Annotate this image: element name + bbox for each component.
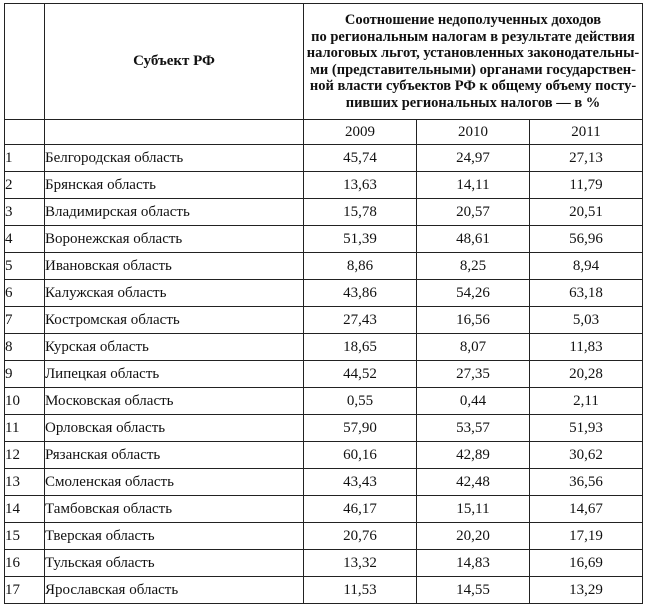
row-number: 17 — [5, 577, 45, 604]
value-2009: 43,43 — [304, 469, 417, 496]
value-2009: 43,86 — [304, 280, 417, 307]
table-body — [5, 145, 643, 604]
value-2009: 13,32 — [304, 550, 417, 577]
table-row — [5, 577, 643, 604]
value-2011: 63,18 — [530, 280, 643, 307]
value-2009: 13,63 — [304, 172, 417, 199]
header-description-line: по региональным налогам в результате действия — [311, 28, 635, 45]
value-2011: 20,28 — [530, 361, 643, 388]
table-row — [5, 253, 643, 280]
value-2011: 11,79 — [530, 172, 643, 199]
region-name: Орловская область — [45, 415, 304, 442]
value-2010: 15,11 — [417, 496, 530, 523]
value-2009: 8,86 — [304, 253, 417, 280]
value-2010: 14,83 — [417, 550, 530, 577]
row-number: 9 — [5, 361, 45, 388]
table-row — [5, 226, 643, 253]
value-2011: 14,67 — [530, 496, 643, 523]
region-name: Тульская область — [45, 550, 304, 577]
row-number: 1 — [5, 145, 45, 172]
row-number: 13 — [5, 469, 45, 496]
value-2009: 57,90 — [304, 415, 417, 442]
header-description-line: ной власти субъектов РФ к общему объему посту- — [309, 78, 637, 94]
table-header-row — [5, 4, 643, 120]
value-2009: 0,55 — [304, 388, 417, 415]
region-name: Костромская область — [45, 307, 304, 334]
region-name: Московская область — [45, 388, 304, 415]
region-name: Липецкая область — [45, 361, 304, 388]
value-2010: 54,26 — [417, 280, 530, 307]
value-2011: 16,69 — [530, 550, 643, 577]
row-number: 16 — [5, 550, 45, 577]
row-number: 5 — [5, 253, 45, 280]
region-name: Воронежская область — [45, 226, 304, 253]
value-2010: 20,57 — [417, 199, 530, 226]
value-2011: 56,96 — [530, 226, 643, 253]
header-description-line: пивших региональных налогов — в % — [345, 94, 601, 111]
table-row — [5, 280, 643, 307]
value-2011: 2,11 — [530, 388, 643, 415]
row-number: 4 — [5, 226, 45, 253]
table-row — [5, 388, 643, 415]
value-2010: 27,35 — [417, 361, 530, 388]
value-2009: 51,39 — [304, 226, 417, 253]
header-subject: Субъект РФ — [45, 4, 304, 120]
table-row — [5, 145, 643, 172]
year-2010-header: 2010 — [417, 120, 530, 145]
table-row — [5, 199, 643, 226]
row-number: 11 — [5, 415, 45, 442]
value-2010: 16,56 — [417, 307, 530, 334]
table-row — [5, 361, 643, 388]
row-number: 6 — [5, 280, 45, 307]
table-row — [5, 442, 643, 469]
table-row — [5, 523, 643, 550]
row-number: 2 — [5, 172, 45, 199]
value-2009: 46,17 — [304, 496, 417, 523]
table-year-row — [5, 120, 643, 145]
region-name: Ярославская область — [45, 577, 304, 604]
table-row — [5, 415, 643, 442]
table-row — [5, 550, 643, 577]
value-2011: 30,62 — [530, 442, 643, 469]
value-2009: 20,76 — [304, 523, 417, 550]
table-row — [5, 496, 643, 523]
row-number: 10 — [5, 388, 45, 415]
value-2009: 18,65 — [304, 334, 417, 361]
region-name: Смоленская область — [45, 469, 304, 496]
value-2010: 42,89 — [417, 442, 530, 469]
value-2010: 20,20 — [417, 523, 530, 550]
region-name: Тверская область — [45, 523, 304, 550]
value-2010: 8,07 — [417, 334, 530, 361]
year-2011-header: 2011 — [530, 120, 643, 145]
value-2010: 53,57 — [417, 415, 530, 442]
tax-benefits-table — [4, 3, 643, 604]
row-number: 3 — [5, 199, 45, 226]
header-description-line: Соотношение недополученных доходов — [344, 12, 602, 28]
row-number: 8 — [5, 334, 45, 361]
row-number: 12 — [5, 442, 45, 469]
value-2011: 11,83 — [530, 334, 643, 361]
region-name: Владимирская область — [45, 199, 304, 226]
value-2011: 8,94 — [530, 253, 643, 280]
region-name: Курская область — [45, 334, 304, 361]
year-row-subject-cell — [45, 120, 304, 145]
row-number: 7 — [5, 307, 45, 334]
header-number-cell — [5, 4, 45, 120]
region-name: Тамбовская область — [45, 496, 304, 523]
region-name: Белгородская область — [45, 145, 304, 172]
value-2010: 24,97 — [417, 145, 530, 172]
value-2009: 45,74 — [304, 145, 417, 172]
year-2009-header: 2009 — [304, 120, 417, 145]
header-description-line: ми (представительными) органами государствен- — [310, 61, 636, 78]
region-name: Рязанская область — [45, 442, 304, 469]
value-2009: 27,43 — [304, 307, 417, 334]
header-description-line: налоговых льгот, установленных законодательны- — [306, 45, 640, 61]
value-2011: 20,51 — [530, 199, 643, 226]
region-name: Ивановская область — [45, 253, 304, 280]
region-name: Калужская область — [45, 280, 304, 307]
value-2011: 51,93 — [530, 415, 643, 442]
value-2011: 27,13 — [530, 145, 643, 172]
value-2011: 17,19 — [530, 523, 643, 550]
table-row — [5, 334, 643, 361]
value-2010: 14,55 — [417, 577, 530, 604]
value-2010: 8,25 — [417, 253, 530, 280]
value-2010: 48,61 — [417, 226, 530, 253]
region-name: Брянская область — [45, 172, 304, 199]
value-2010: 42,48 — [417, 469, 530, 496]
row-number: 14 — [5, 496, 45, 523]
value-2010: 14,11 — [417, 172, 530, 199]
value-2010: 0,44 — [417, 388, 530, 415]
value-2009: 60,16 — [304, 442, 417, 469]
value-2011: 13,29 — [530, 577, 643, 604]
table-row — [5, 469, 643, 496]
year-row-number-cell — [5, 120, 45, 145]
table-row — [5, 307, 643, 334]
value-2011: 36,56 — [530, 469, 643, 496]
value-2009: 15,78 — [304, 199, 417, 226]
row-number: 15 — [5, 523, 45, 550]
value-2009: 11,53 — [304, 577, 417, 604]
value-2011: 5,03 — [530, 307, 643, 334]
table-row — [5, 172, 643, 199]
value-2009: 44,52 — [304, 361, 417, 388]
header-description — [304, 4, 643, 120]
